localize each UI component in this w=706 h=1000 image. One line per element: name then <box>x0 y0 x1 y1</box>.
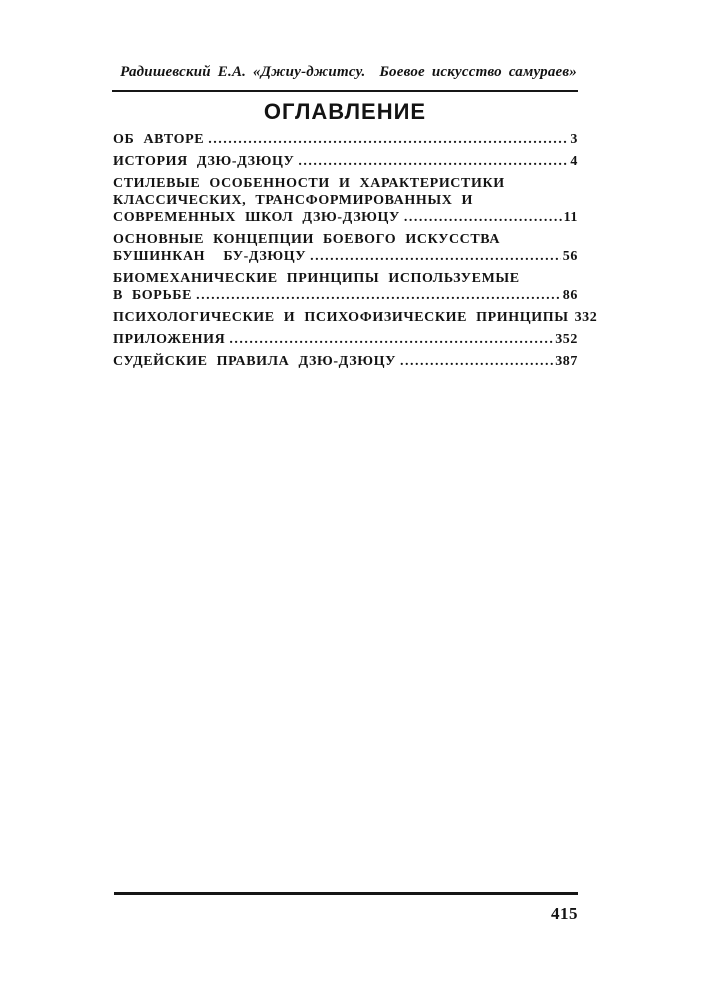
toc-page-number: 387 <box>555 354 578 369</box>
toc-entry-line: БУШИНКАН БУ-ДЗЮЦУ <box>113 249 307 264</box>
toc-page-number: 56 <box>562 249 578 264</box>
toc-page-number: 3 <box>570 132 578 147</box>
toc-page-number: 332 <box>574 310 598 325</box>
page-title: ОГЛАВЛЕНИЕ <box>263 99 427 124</box>
toc-entry-line: ПРИЛОЖЕНИЯ <box>113 332 226 347</box>
toc-entry <box>113 270 578 304</box>
toc-page-number: 352 <box>555 332 578 347</box>
dot-leader <box>196 287 561 304</box>
toc-page-number: 4 <box>570 154 578 169</box>
page-number: 415 <box>551 904 578 923</box>
toc-entry <box>113 309 598 326</box>
toc-entry <box>113 353 578 370</box>
toc-entry-line: БИОМЕХАНИЧЕСКИЕ ПРИНЦИПЫ ИСПОЛЬЗУЕМЫЕ <box>113 271 520 286</box>
footer-rule <box>114 892 578 895</box>
dot-leader <box>310 248 561 265</box>
toc-entry-line: ОБ АВТОРЕ <box>113 132 205 147</box>
toc-entry <box>113 331 578 348</box>
toc-entry-line: КЛАССИЧЕСКИХ, ТРАНСФОРМИРОВАННЫХ И <box>113 193 474 208</box>
dot-leader <box>208 131 568 148</box>
toc-entry <box>113 153 578 170</box>
toc-entry-line: СУДЕЙСКИЕ ПРАВИЛА ДЗЮ-ДЗЮЦУ <box>113 354 396 369</box>
header-rule <box>112 90 578 92</box>
toc-page-number: 86 <box>562 288 578 303</box>
toc-entry-line: В БОРЬБЕ <box>113 288 193 303</box>
toc-entry-line: ПСИХОЛОГИЧЕСКИЕ И ПСИХОФИЗИЧЕСКИЕ ПРИНЦИПЫ <box>113 310 569 325</box>
dot-leader <box>298 153 568 170</box>
running-head: Радишевский Е.А. «Джиу-джитсу. Боевое искусство самураев» <box>120 64 577 80</box>
table-of-contents <box>113 131 598 375</box>
dot-leader <box>229 331 553 348</box>
dot-leader <box>404 209 562 226</box>
toc-entry <box>113 231 578 265</box>
toc-entry <box>113 131 578 148</box>
toc-entry-line: СОВРЕМЕННЫХ ШКОЛ ДЗЮ-ДЗЮЦУ <box>113 210 400 225</box>
toc-entry-line: ИСТОРИЯ ДЗЮ-ДЗЮЦУ <box>113 154 295 169</box>
toc-page-number: 11 <box>563 210 578 225</box>
toc-entry <box>113 175 578 226</box>
toc-entry-line: ОСНОВНЫЕ КОНЦЕПЦИИ БОЕВОГО ИСКУССТВА <box>113 232 501 247</box>
toc-entry-line: СТИЛЕВЫЕ ОСОБЕННОСТИ И ХАРАКТЕРИСТИКИ <box>113 176 505 191</box>
dot-leader <box>400 353 553 370</box>
